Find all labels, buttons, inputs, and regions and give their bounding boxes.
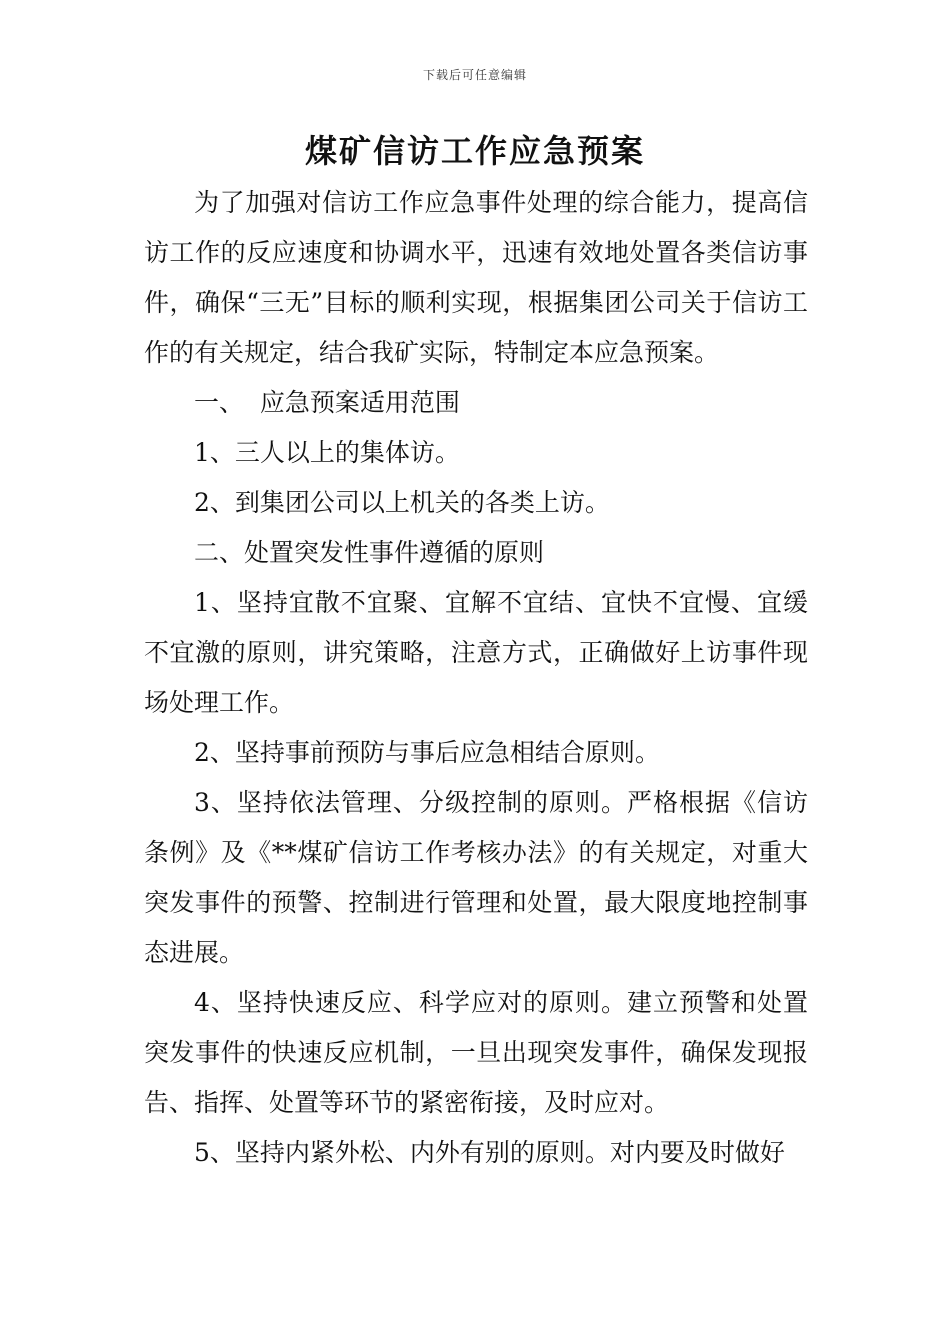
scope-item-2: 2、到集团公司以上机关的各类上访。 xyxy=(194,488,610,517)
intro-paragraph: 为了加强对信访工作应急事件处理的综合能力，提高信访工作的反应速度和协调水平，迅速有效地处置各类信访事件，确保“三无”目标的顺利实现，根据集团公司关于信访工作的有关规定，结合我矿实际，特制定本应急预案。 xyxy=(144,188,808,367)
principle-item-4: 4、坚持快速反应、科学应对的原则。建立预警和处置突发事件的快速反应机制，一旦出现突发事件，确保发现报告、指挥、处置等环节的紧密衔接，及时应对。 xyxy=(144,988,808,1117)
scope-item-1: 1、三人以上的集体访。 xyxy=(194,438,460,467)
document-title: 煤矿信访工作应急预案 xyxy=(304,132,645,170)
header-note: 下载后可任意编辑 xyxy=(422,68,527,82)
section-heading-scope: 一、 应急预案适用范围 xyxy=(194,388,460,417)
principle-item-1: 1、坚持宜散不宜聚、宜解不宜结、宜快不宜慢、宜缓不宜激的原则，讲究策略，注意方式，正确做好上访事件现场处理工作。 xyxy=(144,588,808,717)
principle-item-2: 2、坚持事前预防与事后应急相结合原则。 xyxy=(194,738,660,767)
document-body xyxy=(144,178,808,1178)
principle-item-5: 5、坚持内紧外松、内外有别的原则。对内要及时做好 xyxy=(194,1138,785,1167)
principle-item-3: 3、坚持依法管理、分级控制的原则。严格根据《信访条例》及《**煤矿信访工作考核办法》的有关规定，对重大突发事件的预警、控制进行管理和处置，最大限度地控制事态进展。 xyxy=(144,788,808,967)
section-heading-principles: 二、处置突发性事件遵循的原则 xyxy=(194,538,545,567)
